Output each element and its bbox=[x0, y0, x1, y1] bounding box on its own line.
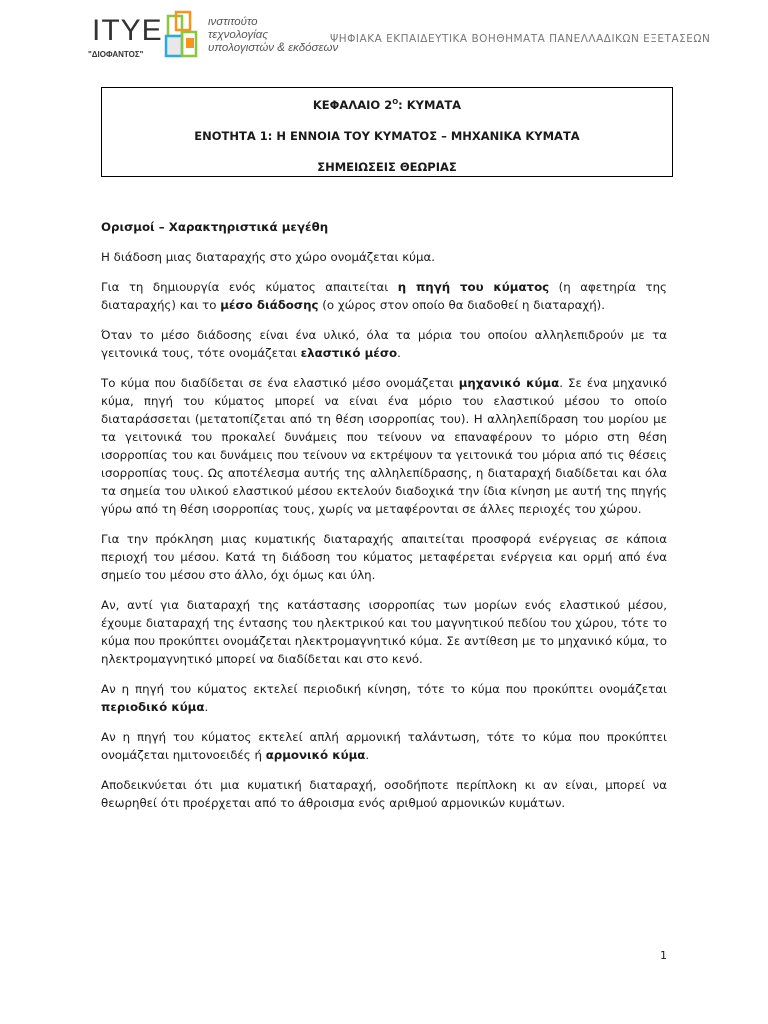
paragraph-2: Για τη δημιουργία ενός κύματος απαιτείται η πηγή του κύματος (η αφετηρία της διαταραχής) και το μέσο διάδοσης (ο χώρος στον οποίο θα διαδοθεί η διαταραχή). bbox=[101, 280, 667, 312]
logo-subtitle: "ΔΙΟΦΑΝΤΟΣ" bbox=[88, 50, 144, 59]
paragraph-9: Αποδεικνύεται ότι μια κυματική διαταραχή, οσοδήποτε περίπλοκη κι αν είναι, μπορεί να θεωρηθεί ότι προέρχεται από το άθροισμα ενός αριθμού αρμονικών κυμάτων. bbox=[101, 778, 667, 810]
paragraph-4: Το κύμα που διαδίδεται σε ένα ελαστικό μέσο ονομάζεται μηχανικό κύμα. Σε ένα μηχανικό κύμα, πηγή του κύματος μπορεί να είναι ένα μόριο του ελαστικού μέσου το οποίο διαταράσσεται (μετατοπίζεται από τη θέση ισορροπίας του). Η αλληλεπίδραση του μορίου με τα γειτονικά του προκαλεί δυνάμεις που τείνουν να επαναφέρουν το μόριο στη θέση ισορροπίας του και δυνάμεις που τείνουν να εκτρέψουν τα γειτονικά του μόρια από τις θέσεις ισορροπίας τους. Ως αποτέλεσμα αυτής της αλληλεπίδρασης, η διαταραχή διαδίδεται και όλα τα σημεία του υλικού ελαστικού μέσου εκτελούν διαδοχικά την ίδια κίνηση με αυτή της πηγής γύρω από τη θέση ισορροπίας τους, χωρίς να μεταφέρονται σε άλλες περιοχές του χώρου. bbox=[101, 376, 667, 516]
unit-title: ΕΝΟΤΗΤΑ 1: Η ΕΝΝΟΙΑ ΤΟΥ ΚΥΜΑΤΟΣ – ΜΗΧΑΝΙΚΑ ΚΥΜΑΤΑ bbox=[194, 129, 580, 143]
chapter-title: ΚΕΦΑΛΑΙΟ $2^O$: ΚΥΜΑΤΑ bbox=[312, 98, 462, 112]
document-body bbox=[101, 218, 667, 824]
section-heading: Ορισμοί – Χαρακτηριστικά μεγέθη bbox=[101, 220, 329, 234]
logo-mark-icon bbox=[162, 10, 202, 62]
paragraph-3: Όταν το μέσο διάδοσης είναι ένα υλικό, όλα τα μόρια του οποίου αλληλεπιδρούν με τα γειτονικά τους, τότε ονομάζεται ελαστικό μέσο. bbox=[101, 328, 667, 360]
paragraph-5: Για την πρόκληση μιας κυματικής διαταραχής απαιτείται προσφορά ενέργειας σε κάποια περιοχή του μέσου. Κατά τη διάδοση του κύματος μεταφέρεται ενέργεια και ορμή από ένα σημείο του μέσου στο άλλο, όχι όμως και ύλη. bbox=[101, 532, 667, 582]
institute-name: ινστιτούτο τεχνολογίας υπολογιστών & εκδόσεων bbox=[208, 16, 339, 54]
header-series-title: ΨΗΦΙΑΚΑ ΕΚΠΑΙΔΕΥΤΙΚΑ ΒΟΗΘΗΜΑΤΑ ΠΑΝΕΛΛΑΔΙΚΩΝ ΕΞΕΤΑΣΕΩΝ bbox=[330, 33, 711, 45]
paragraph-1: Η διάδοση μιας διαταραχής στο χώρο ονομάζεται κύμα. bbox=[101, 250, 436, 264]
paragraph-8: Αν η πηγή του κύματος εκτελεί απλή αρμονική ταλάντωση, τότε το κύμα που προκύπτει ονομάζεται ημιτονοειδές ή αρμονικό κύμα. bbox=[101, 730, 667, 762]
paragraph-7: Αν η πηγή του κύματος εκτελεί περιοδική κίνηση, τότε το κύμα που προκύπτει ονομάζεται περιοδικό κύμα. bbox=[101, 682, 667, 714]
paragraph-6: Αν, αντί για διαταραχή της κατάστασης ισορροπίας των μορίων ενός ελαστικού μέσου, έχουμε διαταραχή της έντασης του ηλεκτρικού και του μαγνητικού πεδίου του χώρου, τότε το κύμα που προκύπτει ονομάζεται ηλεκτρομαγνητικό κύμα. Σε αντίθεση με το μηχανικό κύμα, το ηλεκτρομαγνητικό μπορεί να διαδίδεται και στο κενό. bbox=[101, 598, 667, 666]
ityе-logo bbox=[84, 10, 339, 66]
chapter-title-box bbox=[101, 87, 673, 177]
notes-title: ΣΗΜΕΙΩΣΕΙΣ ΘΕΩΡΙΑΣ bbox=[317, 160, 457, 174]
logo-wordmark: ΙΤΥΕ bbox=[92, 14, 163, 47]
page-number: 1 bbox=[660, 949, 667, 962]
